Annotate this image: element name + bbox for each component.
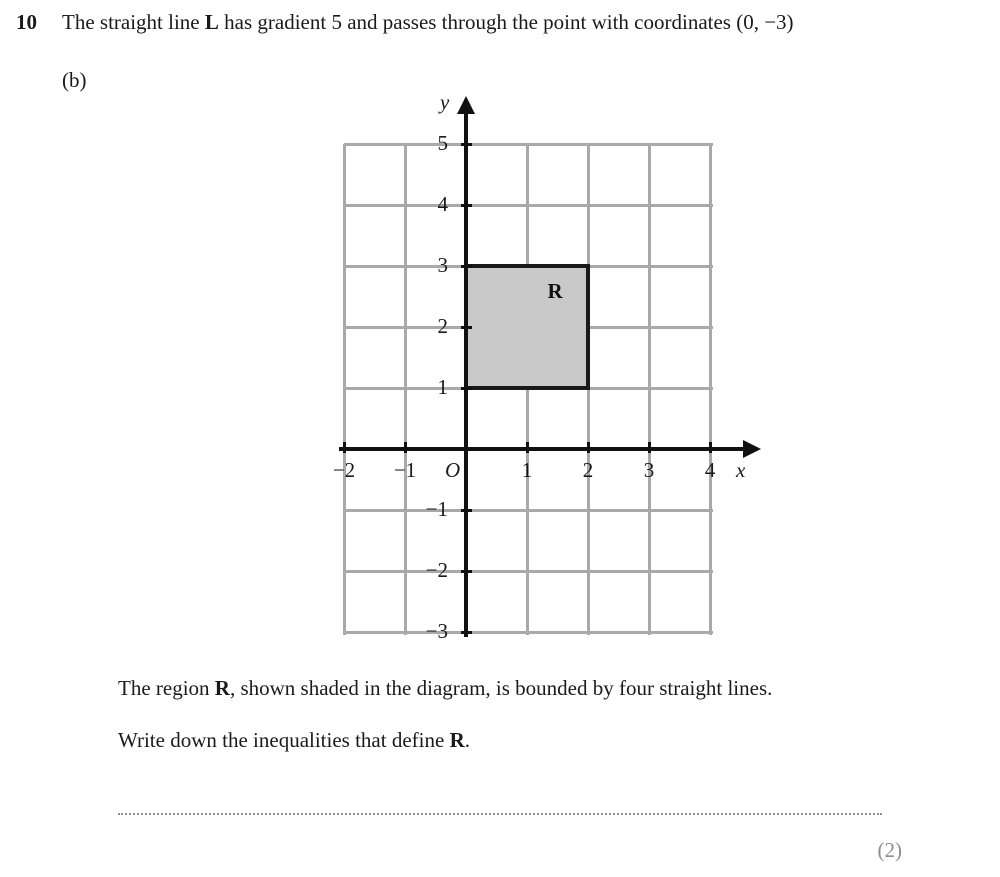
body-text-line-1 <box>118 674 772 702</box>
body-line1-region: R <box>214 676 230 700</box>
y-axis-tick <box>461 387 472 390</box>
y-tick-label: 3 <box>437 253 448 277</box>
x-axis-line <box>339 447 748 451</box>
gridline-horizontal <box>344 570 713 573</box>
gridline-horizontal <box>344 631 713 634</box>
y-axis-line <box>464 113 468 637</box>
y-axis-tick <box>461 326 472 329</box>
body-text-line-2 <box>118 726 470 754</box>
region-label-r: R <box>547 279 563 304</box>
y-axis-tick <box>461 631 472 634</box>
body-line2-pre: Write down the inequalities that define <box>118 728 450 752</box>
question-stem-line-label: L <box>204 10 219 34</box>
x-tick-label: 1 <box>521 458 533 482</box>
answer-dotted-line[interactable] <box>118 812 882 815</box>
y-axis-tick <box>461 570 472 573</box>
y-tick-label: −1 <box>425 497 448 521</box>
y-axis-tick <box>461 143 472 146</box>
x-tick-label: −1 <box>393 458 417 482</box>
y-axis-tick <box>461 509 472 512</box>
gridline-horizontal <box>344 204 713 207</box>
coordinate-graph <box>300 90 800 660</box>
origin-label: O <box>445 458 461 482</box>
x-tick-label: 3 <box>643 458 655 482</box>
x-axis-tick <box>526 442 529 453</box>
body-line2-region: R <box>449 728 465 752</box>
y-axis-tick <box>461 265 472 268</box>
x-axis-tick <box>648 442 651 453</box>
y-axis-arrowhead <box>457 96 475 114</box>
x-axis-arrowhead <box>743 440 761 458</box>
x-tick-label: 2 <box>582 458 594 482</box>
marks-allocation: (2) <box>877 838 902 862</box>
y-axis-label: y <box>440 90 450 114</box>
x-axis-label: x <box>736 458 746 482</box>
part-label-b: (b) <box>62 68 87 92</box>
x-axis-tick <box>587 442 590 453</box>
body-line1-post: , shown shaded in the diagram, is bounded by four straight lines. <box>229 676 773 700</box>
y-tick-label: 2 <box>437 314 448 338</box>
y-tick-label: 4 <box>437 192 448 216</box>
y-tick-label: −3 <box>425 619 448 643</box>
question-number: 10 <box>16 10 37 34</box>
question-stem-pre: The straight line <box>62 10 205 34</box>
body-line2-post: . <box>464 728 470 752</box>
x-axis-tick <box>343 442 346 453</box>
body-line1-pre: The region <box>118 676 215 700</box>
x-axis-tick <box>709 442 712 453</box>
y-tick-label: −2 <box>425 558 448 582</box>
x-tick-label: 4 <box>704 458 716 482</box>
y-axis-tick <box>461 204 472 207</box>
graph-canvas <box>300 90 800 660</box>
y-tick-label: 1 <box>437 375 448 399</box>
question-stem-post: has gradient 5 and passes through the point with coordinates (0, −3) <box>218 10 794 34</box>
y-tick-label: 5 <box>437 131 448 155</box>
x-tick-label: −2 <box>332 458 356 482</box>
question-header <box>0 8 1000 36</box>
gridline-horizontal <box>344 509 713 512</box>
gridline-horizontal <box>344 143 713 146</box>
question-stem <box>62 8 794 36</box>
shaded-region-border <box>464 264 590 390</box>
x-axis-tick <box>404 442 407 453</box>
